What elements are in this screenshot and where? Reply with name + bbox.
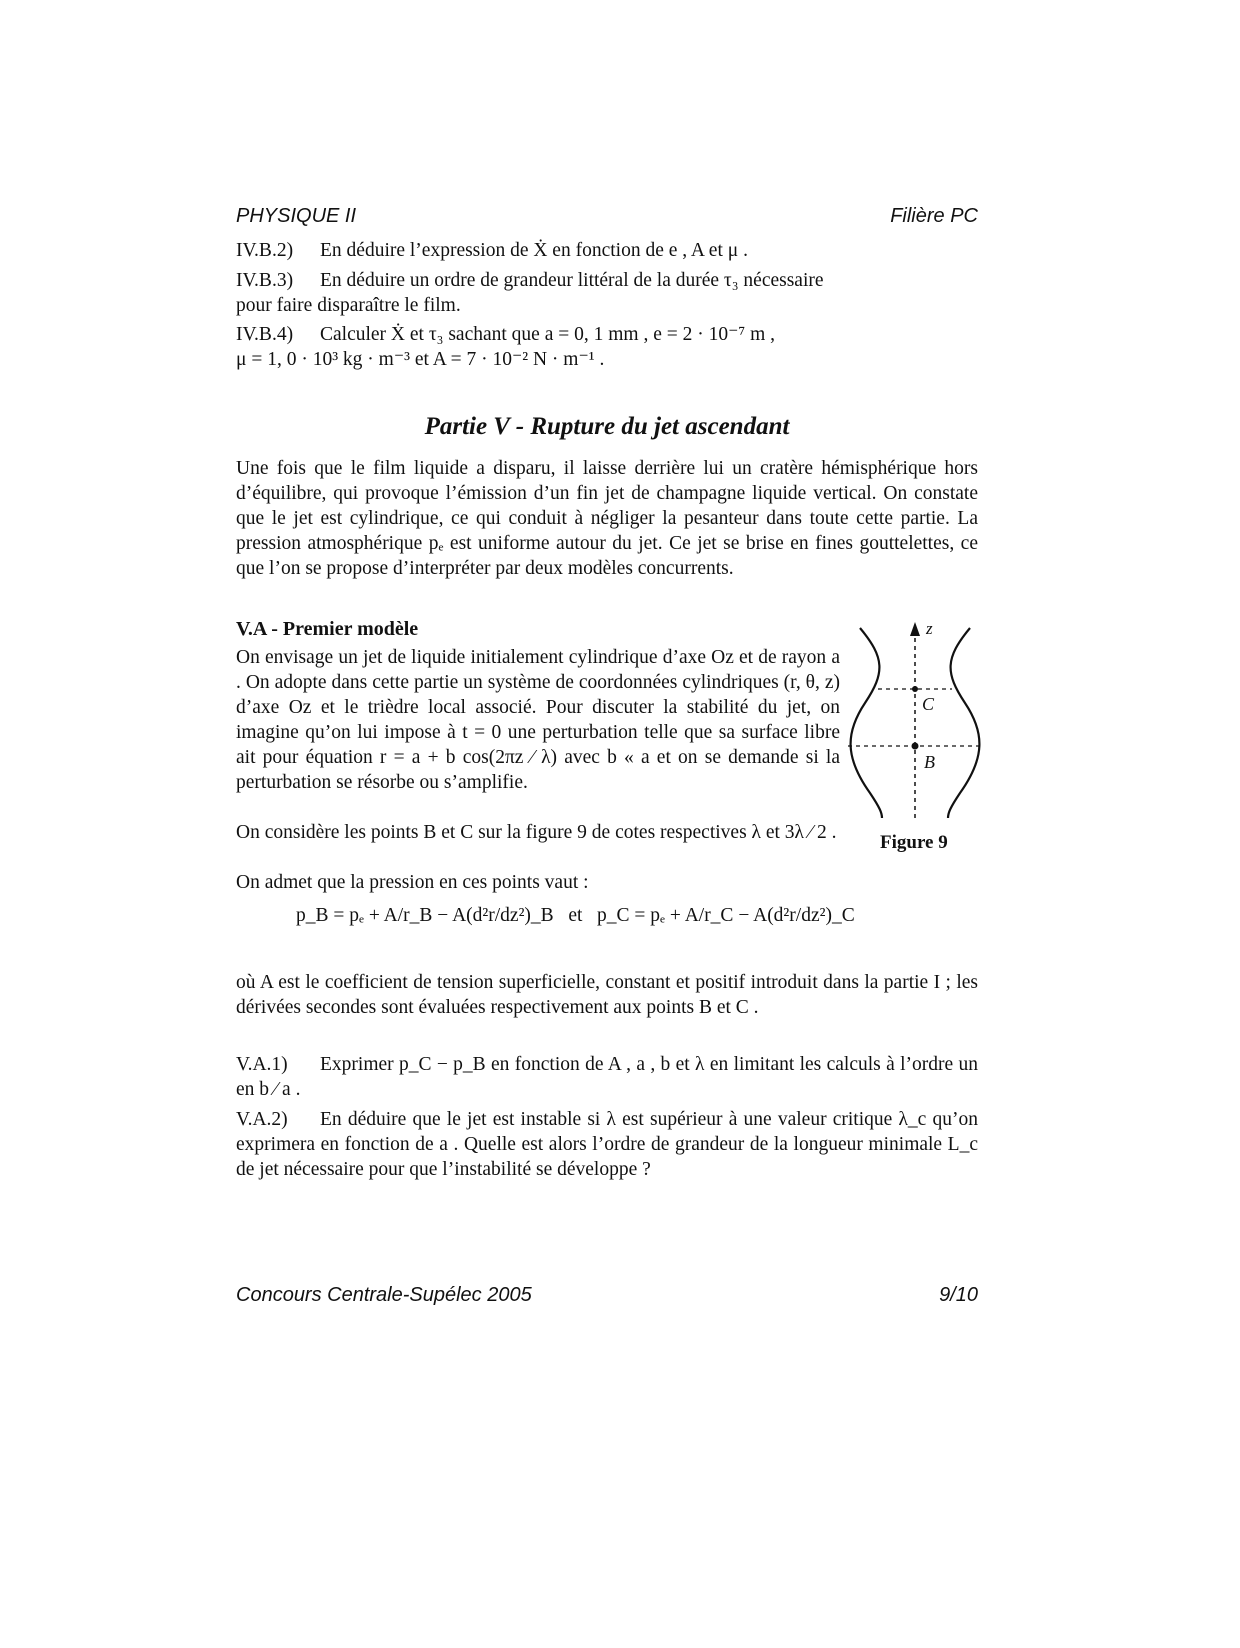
- question-va2: [236, 1107, 978, 1182]
- equation-left: p_B = pₑ + A/r_B − A(d²r/dz²)_B: [296, 905, 554, 926]
- z-axis-arrow: [910, 622, 920, 636]
- question-text: En déduire l’expression de Ẋ en fonction de e , A et μ .: [320, 240, 748, 261]
- question-label: IV.B.4): [236, 324, 294, 345]
- section-para-1: On envisage un jet de liquide initialement cylindrique d’axe Oz et de rayon a . On adopte dans cette partie un système de coordonnées cylindriques (r, θ, z) d’axe Oz et le trièdre local associé. Pour discuter la stabilité du jet, on imagine qu’on lui impose à t = 0 une perturbation telle que sa surface libre ait pour équation r = a + b cos(2πz ⁄ λ) avec b « a et on se demande si la perturbation se résorbe ou s’amplifie.: [236, 647, 840, 793]
- question-text: Calculer Ẋ et τ₃ sachant que a = 0, 1 mm , e = 2 · 10⁻⁷ m ,: [320, 324, 775, 345]
- question-text: En déduire que le jet est instable si λ est supérieur à une valeur critique λ_c qu’on exprimera en fonction de a . Quelle est alors l’ordre de grandeur de la longueur minimale L_c de jet nécessaire pour que l’instabilité se développe ?: [236, 1109, 978, 1180]
- question-text: Exprimer p_C − p_B en fonction de A , a , b et λ en limitant les calculs à l’ordre un en b ⁄ a .: [236, 1054, 978, 1100]
- question-ivb3: [236, 268, 978, 318]
- section-para-2: On considère les points B et C sur la figure 9 de cotes respectives λ et 3λ ⁄ 2 .: [236, 822, 837, 843]
- point-c-marker: [912, 686, 918, 692]
- jet-right-outline: [948, 628, 979, 818]
- footer-page-number: 9/10: [939, 1284, 978, 1306]
- section-para-4: où A est le coefficient de tension superficielle, constant et positif introduit dans la partie I ; les dérivées secondes sont évaluées respectivement aux points B et C .: [236, 972, 978, 1018]
- question-text-cont: pour faire disparaître le film.: [236, 295, 461, 316]
- question-label: V.A.2): [236, 1109, 288, 1130]
- question-text-cont: μ = 1, 0 · 10³ kg · m⁻³ et A = 7 · 10⁻² N · m⁻¹ .: [236, 349, 605, 370]
- header-subject: PHYSIQUE II: [236, 205, 357, 227]
- jet-left-outline: [851, 628, 882, 818]
- pressure-equation: [296, 905, 855, 927]
- figure-caption: Figure 9: [880, 832, 948, 853]
- point-b-label: B: [924, 752, 935, 772]
- part-title: Partie V - Rupture du jet ascendant: [424, 413, 790, 440]
- question-label: IV.B.2): [236, 240, 294, 261]
- question-label: V.A.1): [236, 1054, 288, 1075]
- part-intro: Une fois que le film liquide a disparu, il laisse derrière lui un cratère hémisphérique hors d’équilibre, qui provoque l’émission d’un fin jet de champagne liquide vertical. On constate que le jet est cylindrique, ce qui conduit à négliger la pesanteur dans toute cette partie. La pression atmosphérique pₑ est uniforme autour du jet. Ce jet se brise en fines gouttelettes, ce que l’on se propose d’interpréter par deux modèles concurrents.: [236, 458, 978, 579]
- section-para-3: On admet que la pression en ces points vaut :: [236, 872, 589, 893]
- header-track: Filière PC: [890, 205, 978, 227]
- question-ivb4: [236, 322, 978, 372]
- question-label: IV.B.3): [236, 270, 294, 291]
- jet-figure: [840, 618, 990, 818]
- section-title: V.A - Premier modèle: [236, 618, 419, 640]
- equation-connector: et: [568, 905, 583, 926]
- question-ivb2: [236, 238, 978, 263]
- z-axis-label: z: [926, 619, 933, 638]
- question-text: En déduire un ordre de grandeur littéral de la durée τ₃ nécessaire: [320, 270, 824, 291]
- point-c-label: C: [922, 694, 935, 714]
- footer-contest: Concours Centrale-Supélec 2005: [236, 1284, 532, 1306]
- equation-right: p_C = pₑ + A/r_C − A(d²r/dz²)_C: [597, 905, 855, 926]
- question-va1: [236, 1052, 978, 1102]
- point-b-marker: [912, 743, 919, 750]
